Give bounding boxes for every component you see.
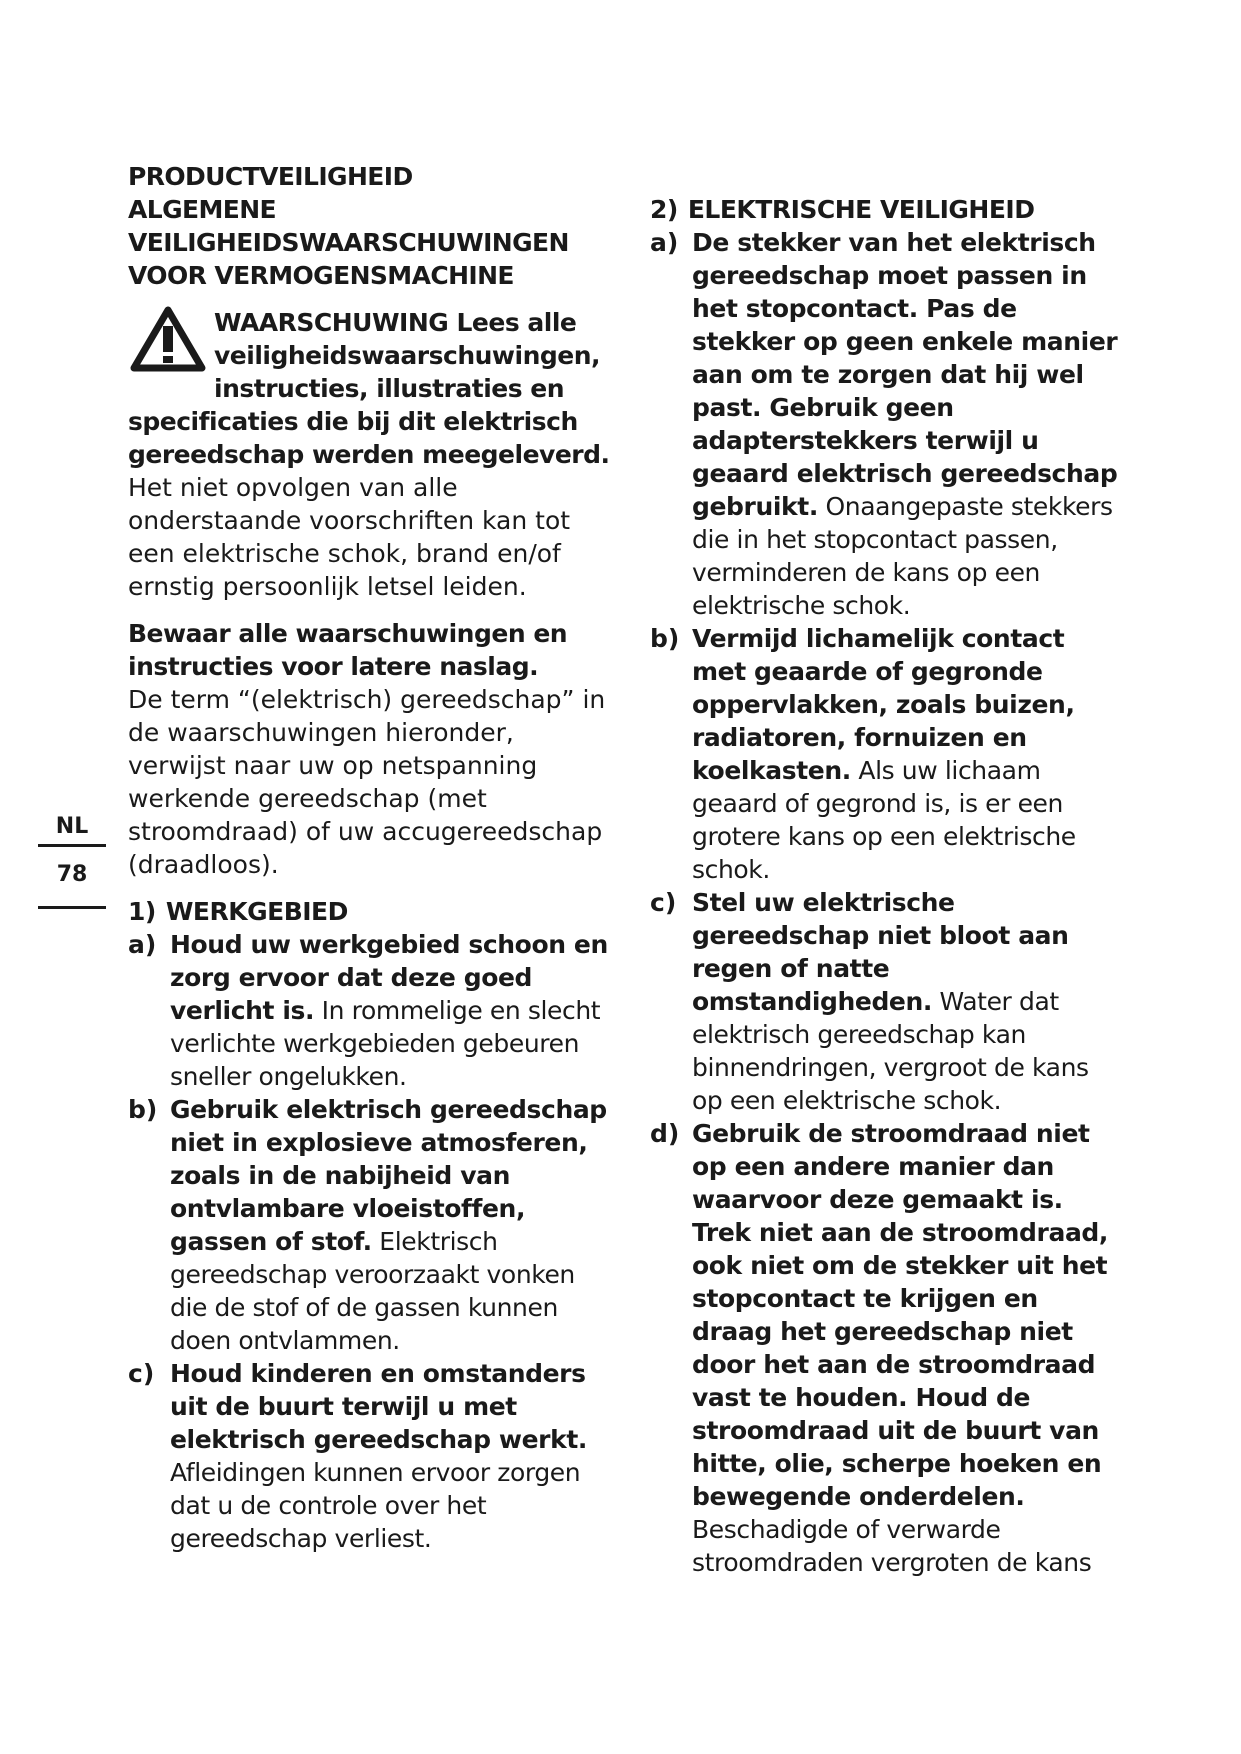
item-text: Elektrisch gereedschap veroorzaakt vonken die de stof of de gassen kunnen doen ontvlammen.: [170, 1227, 575, 1355]
item-bold: Gebruik elektrisch gereedschap niet in explosieve atmosferen, zoals in de nabijheid van ontvlambare vloeistoffen, gassen of stof.: [170, 1095, 607, 1256]
item-text: Water dat elektrisch gereedschap kan binnendringen, vergroot de kans op een elektrische schok.: [692, 987, 1089, 1115]
item-label: d): [650, 1119, 680, 1148]
item-label: b): [650, 624, 680, 653]
list-item: [650, 226, 1120, 622]
side-divider-top: [38, 844, 106, 847]
side-divider-bottom: [38, 906, 106, 909]
section-title: WERKGEBIED: [165, 897, 348, 926]
section-heading-electrical-safety: [650, 193, 1120, 226]
item-text: In rommelige en slecht verlichte werkgebieden gebeuren sneller ongelukken.: [170, 996, 601, 1091]
left-column: [128, 160, 618, 1555]
title-line: PRODUCTVEILIGHEID: [128, 162, 413, 191]
warning-body-text: Het niet opvolgen van alle onderstaande voorschriften kan tot een elektrische schok, brand en/of ernstig persoonlijk letsel leiden.: [128, 473, 571, 601]
title-line: ALGEMENE: [128, 195, 277, 224]
list-item: [650, 1117, 1120, 1579]
title-line: VOOR VERMOGENSMACHINE: [128, 261, 514, 290]
warning-block: [128, 306, 618, 603]
item-text: Afleidingen kunnen ervoor zorgen dat u de controle over het gereedschap verliest.: [170, 1458, 581, 1553]
warning-bold-text: WAARSCHUWING Lees alle veiligheidswaarschuwingen, instructies, illustraties en specificaties die bij dit elektrisch gereedschap werden meegeleverd.: [128, 308, 610, 469]
item-text: Beschadigde of verwarde stroomdraden vergroten de kans: [692, 1515, 1092, 1577]
warning-triangle-icon: [128, 304, 208, 374]
language-tag: NL: [55, 814, 89, 839]
section-number: 2): [650, 195, 678, 224]
list-item: [650, 622, 1120, 886]
section-title: ELEKTRISCHE VEILIGHEID: [687, 195, 1035, 224]
item-label: c): [128, 1359, 155, 1388]
item-label: b): [128, 1095, 158, 1124]
item-label: a): [650, 228, 679, 257]
item-bold: Stel uw elektrische gereedschap niet bloot aan regen of natte omstandigheden.: [692, 888, 1069, 1016]
item-bold: Houd uw werkgebied schoon en zorg ervoor dat deze goed verlicht is.: [170, 930, 608, 1025]
list-item: [128, 928, 618, 1093]
section-number: 1): [128, 897, 156, 926]
right-column: [650, 193, 1120, 1579]
item-label: a): [128, 930, 157, 959]
list-item: [650, 886, 1120, 1117]
title-line: VEILIGHEIDSWAARSCHUWINGEN: [128, 228, 569, 257]
item-text: Als uw lichaam geaard of gegrond is, is er een grotere kans op een elektrische schok.: [692, 756, 1076, 884]
list-item: [128, 1093, 618, 1357]
item-bold: Vermijd lichamelijk contact met geaarde of gegronde oppervlakken, zoals buizen, radiatoren, fornuizen en koelkasten.: [692, 624, 1075, 785]
item-text: Onaangepaste stekkers die in het stopcontact passen, verminderen de kans op een elektrische schok.: [692, 492, 1113, 620]
list-item: [128, 1357, 618, 1555]
item-bold: Gebruik de stroomdraad niet op een andere manier dan waarvoor deze gemaakt is. Trek niet aan de stroomdraad, ook niet om de stekker uit het stopcontact te krijgen en draag het gereedschap niet door het aan de stroomdraad vast te houden. Houd de stroomdraad uit de buurt van hitte, olie, scherpe hoeken en bewegende onderdelen.: [692, 1119, 1109, 1511]
page-title: [128, 160, 618, 292]
item-label: c): [650, 888, 677, 917]
keep-instructions-text: De term “(elektrisch) gereedschap” in de waarschuwingen hieronder, verwijst naar uw op netspanning werkende gereedschap (met stroomdraad) of uw accugereedschap (draadloos).: [128, 685, 606, 879]
page-number: 78: [56, 862, 88, 887]
item-bold: De stekker van het elektrisch gereedschap moet passen in het stopcontact. Pas de stekker op geen enkele manier aan om te zorgen dat hij wel past. Gebruik geen adapterstekkers terwijl u geaard elektrisch gereedschap gebruikt.: [692, 228, 1118, 521]
keep-instructions-heading: Bewaar alle waarschuwingen en instructies voor latere naslag.: [128, 619, 568, 681]
item-bold: Houd kinderen en omstanders uit de buurt terwijl u met elektrisch gereedschap werkt.: [170, 1359, 587, 1454]
section-heading-work-area: [128, 895, 618, 928]
